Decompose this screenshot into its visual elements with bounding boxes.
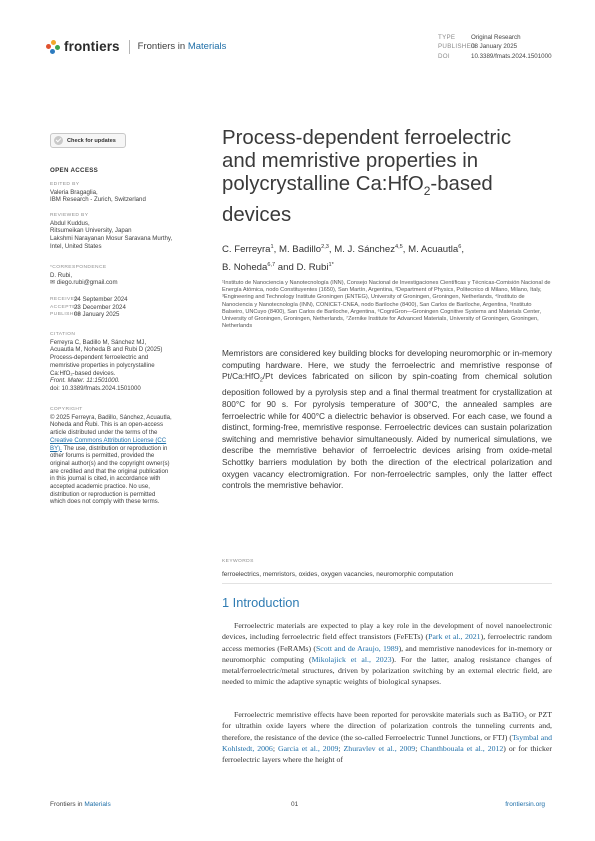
- paragraph-text: Ferroelectric materials are expected to play a key role in the development of novel nanoelectronic devices, including ferroelectric field effect transistors (FeFETs) (: [222, 621, 552, 642]
- check-for-updates-button[interactable]: Check for updates: [50, 133, 126, 148]
- intro-paragraph-2: [222, 709, 552, 765]
- keywords: ferroelectrics, memristors, oxides, oxygen vacancies, neuromorphic computation: [222, 571, 454, 578]
- meta-published: PUBLISHED08 January 2025: [438, 43, 518, 51]
- paragraph-text: ;: [415, 743, 421, 753]
- citation-link[interactable]: Park et al., 2021: [428, 632, 481, 642]
- license-link-cont[interactable]: BY).: [50, 444, 62, 452]
- page-number: 01: [291, 801, 299, 808]
- citation-link[interactable]: Garcia et al., 2009: [277, 743, 339, 753]
- citation-link[interactable]: Scott and de Araujo, 1989: [315, 643, 399, 653]
- footer-site-link[interactable]: frontiersin.org: [505, 801, 545, 808]
- affiliations: ¹Instituto de Nanociencia y Nanotecnología (INN), Consejo Nacional de Investigaciones Científicas y Técnicas-Comisión Nacional de Energía Atómica, nodo Constituyentes (1650), San Martín, Argentina, ²Department of Physics, Politecnico di Milano, Milano, Italy, ³Engineering and Technology Institute Groningen (ENTEG), University of Groningen, Groningen, Netherlands, ⁴Instituto de Nanociencia y Nanotecnología (INN), CONICET-CNEA, nodo Bariloche (8400), San Carlos de Bariloche, Argentina, ⁵Instituto Balseiro, UNCuyo (8400), San Carlos de Bariloche, Argentina, ⁶CogniGron—Groningen Cognitive Systems and Materials Center, University of Groningen, Groningen, Netherlands, ⁷Zernike Institute for Advanced Materials, University of Groningen, Groningen, Netherlands: [222, 280, 551, 330]
- correspondence-email[interactable]: ✉ diego.rubi@gmail.com: [50, 279, 118, 287]
- paragraph-text: ). For the latter, analog resistance changes of metal/ferroelectric/metal structures, driven by polarization switching by an external electric field, are needed to mimic the adaptive synaptic weights of biological synapses.: [222, 654, 552, 687]
- reviewed-by: REVIEWED BY Abdul Kuddus, Ritsumeikan University, Japan Lakshmi Narayanan Mosur Saravana Murthy, Intel, United States: [50, 213, 173, 250]
- citation-link[interactable]: Mikolajick et al., 2023: [311, 654, 392, 664]
- intro-paragraph-1: [222, 620, 552, 688]
- footer-journal: Frontiers in Materials: [50, 801, 111, 808]
- brand-name: frontiers: [64, 39, 120, 54]
- license-link[interactable]: Creative Commons Attribution License (CC: [50, 436, 167, 444]
- check-icon: [54, 136, 63, 145]
- article-dates: RECEIVED 24 September 2024 ACCEPTED 23 December 2024 PUBLISHED 08 January 2025: [50, 296, 128, 319]
- paragraph-text: ), ferroelectric random access memories (FeRAMs) (: [222, 632, 553, 653]
- divider: [222, 583, 552, 584]
- citation: CITATION Ferreyra C, Badillo M, Sánchez MJ, Acuautla M, Noheda B and Rubi D (2025) Process-dependent ferroelectric and memristive properties in polycrystalline Ca:HfO₂-based devices. Front. Mater. 11:1501000. doi: 10.3389/fmats.2024.1501000: [50, 332, 163, 392]
- citation-link[interactable]: Zhuravlev et al., 2009: [343, 743, 416, 753]
- paragraph-text: ;: [338, 743, 344, 753]
- article-title: Process-dependent ferroelectric and memristive properties in polycrystalline Ca:HfO$_2$-based devices: [222, 127, 512, 226]
- section-heading: 1 Introduction: [222, 595, 300, 610]
- article-meta: [438, 33, 552, 61]
- meta-type: TYPE Original Research: [438, 34, 521, 41]
- logo-divider: [129, 40, 130, 54]
- copyright: COPYRIGHT © 2025 Ferreyra, Badillo, Sánchez, Acuautla, Noheda and Rubi. This is an open-access article distributed under the terms of the Creative Commons Attribution License (CC BY). The use, distribution or reproduction in other forums is permitted, provided the original author(s) and the copyright owner(s) are credited and that the original publication in this journal is cited, in accordance with accepted academic practice. No use, distribution or reproduction is permitted which does not comply with these terms.: [50, 407, 172, 506]
- paragraph-text: ) or for thicker ferroelectric layers where the height of: [222, 743, 553, 764]
- paragraph-text: ;: [272, 743, 278, 753]
- journal-name: Frontiers in Materials: [137, 41, 227, 52]
- citation-link[interactable]: Chanthbouala et al., 2012: [420, 743, 504, 753]
- author-list: C. Ferreyra$^1$, M. Badillo$^{2,3}$, M. J. Sánchez$^{4,5}$, M. Acuautla$^6$, B. Noheda$^{6,7}$ and D. Rubi$^{1*}$: [222, 244, 465, 273]
- meta-doi: DOI 10.3389/fmats.2024.1501000: [438, 52, 552, 60]
- journal-logo[interactable]: [46, 39, 226, 54]
- open-access-label: OPEN ACCESS: [50, 167, 99, 174]
- edited-by: EDITED BY Valeria Bragaglia, IBM Research - Zurich, Switzerland: [50, 182, 146, 204]
- frontiers-logo-icon: [46, 40, 60, 54]
- paragraph-text: ), and memristive nanodevices for in-memory or neuromorphic computing (: [222, 643, 553, 664]
- correspondence: *CORRESPONDENCE D. Rubi, ✉ diego.rubi@gmail.com: [50, 264, 200, 287]
- keywords-label: KEYWORDS: [222, 559, 254, 564]
- citation-link[interactable]: Tsymbal and Kohlstedt, 2006: [222, 732, 552, 753]
- abstract: Memristors are considered key building blocks for developing neuromorphic or in-memory computing hardware. Here, we study the ferroelectric and memristive response of Pt/Ca:HfO$_2$/Pt devices fabricated on silicon by spin-coating from chemical solution deposition followed by a pyrolysis step and a final thermal treatment for crystallization at 800°C for 90 s. For pyrolysis temperature of 300°C, the annealed samples are ferroelectric while for 400°C a dielectric behavior is observed. For each case, we found a distinct, forming-free, memristive response. Ferroelectric devices can sustain polarization switching and memristive behavior simultaneously. Aided by numerical simulations, we describe the memristive behavior of ferroelectric devices arising from oxide-metal Schottky barriers modulation by both the direction of the electrical polarization and oxygen vacancy electromigration. For non-ferroelectric samples, only the latter effect controls the memristive behavior.: [222, 348, 552, 491]
- paragraph-text: Ferroelectric memristive effects have been reported for perovskite materials such as BaTiO₃ or PZT for ultrathin oxide layers where the direction of polarization controls the tunneling currents and, therefore, the resistance of the device (the so-called Ferroelectric Tunnel Junctions, or FTJ) (: [222, 710, 552, 742]
